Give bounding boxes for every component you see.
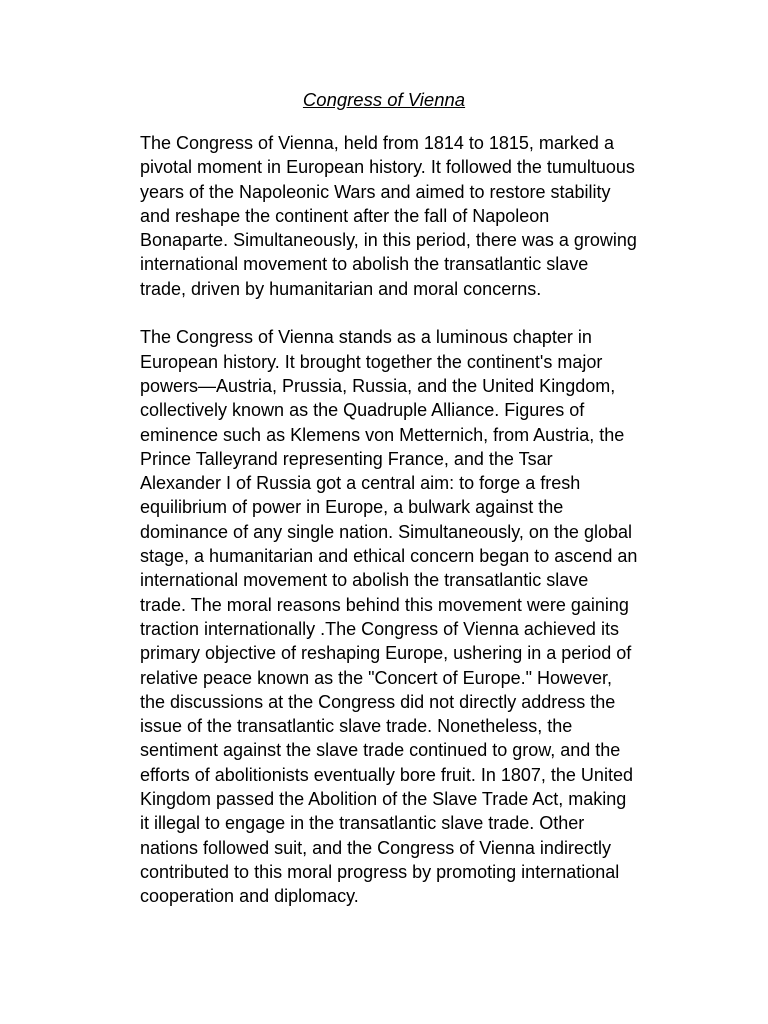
text-line: traction internationally .The Congress of Vienna achieved its bbox=[140, 618, 619, 639]
page-title: Congress of Vienna bbox=[302, 89, 466, 110]
text-line: collectively known as the Quadruple Alliance. Figures of bbox=[140, 400, 585, 421]
text-line: sentiment against the slave trade continued to grow, and the bbox=[140, 740, 621, 761]
text-line: nations followed suit, and the Congress of Vienna indirectly bbox=[140, 837, 611, 858]
paragraph-1 bbox=[140, 131, 640, 301]
text-line: contributed to this moral progress by promoting international bbox=[140, 861, 620, 882]
text-line: pivotal moment in European history. It followed the tumultuous bbox=[140, 157, 635, 178]
text-line: dominance of any single nation. Simultaneously, on the global bbox=[140, 521, 632, 542]
text-line: European history. It brought together the continent's major bbox=[140, 351, 603, 372]
text-line: it illegal to engage in the transatlantic slave trade. Other bbox=[140, 813, 585, 834]
text-line: relative peace known as the "Concert of Europe." However, bbox=[140, 667, 613, 688]
text-line: international movement to abolish the transatlantic slave bbox=[140, 570, 589, 591]
text-line: cooperation and diplomacy. bbox=[140, 886, 359, 907]
text-line: Prince Talleyrand representing France, and the Tsar bbox=[140, 448, 553, 469]
text-line: the discussions at the Congress did not directly address the bbox=[140, 691, 616, 712]
text-line: years of the Napoleonic Wars and aimed to restore stability bbox=[140, 181, 611, 202]
document-body bbox=[140, 131, 640, 909]
text-line: efforts of abolitionists eventually bore fruit. In 1807, the United bbox=[140, 764, 633, 785]
text-line: stage, a humanitarian and ethical concern began to ascend an bbox=[140, 546, 638, 567]
text-line: Bonaparte. Simultaneously, in this period, there was a growing bbox=[140, 230, 637, 251]
text-line: powers—Austria, Prussia, Russia, and the United Kingdom, bbox=[140, 375, 616, 396]
text-line: equilibrium of power in Europe, a bulwark against the bbox=[140, 497, 564, 518]
text-line: trade, driven by humanitarian and moral concerns. bbox=[140, 278, 542, 299]
paragraph-2 bbox=[140, 325, 640, 908]
text-line: Alexander I of Russia got a central aim: to forge a fresh bbox=[140, 473, 581, 494]
text-line: primary objective of reshaping Europe, ushering in a period of bbox=[140, 643, 632, 664]
text-line: international movement to abolish the transatlantic slave bbox=[140, 254, 589, 275]
text-line: The Congress of Vienna, held from 1814 to 1815, marked a bbox=[140, 133, 614, 153]
paragraph-spacer bbox=[140, 301, 640, 325]
text-line: The Congress of Vienna stands as a luminous chapter in bbox=[140, 327, 592, 348]
text-line: eminence such as Klemens von Metternich, from Austria, the bbox=[140, 424, 625, 445]
text-line: issue of the transatlantic slave trade. Nonetheless, the bbox=[140, 716, 573, 737]
text-line: Kingdom passed the Abolition of the Slave Trade Act, making bbox=[140, 789, 627, 810]
text-line: trade. The moral reasons behind this movement were gaining bbox=[140, 594, 629, 615]
text-line: and reshape the continent after the fall of Napoleon bbox=[140, 205, 550, 226]
